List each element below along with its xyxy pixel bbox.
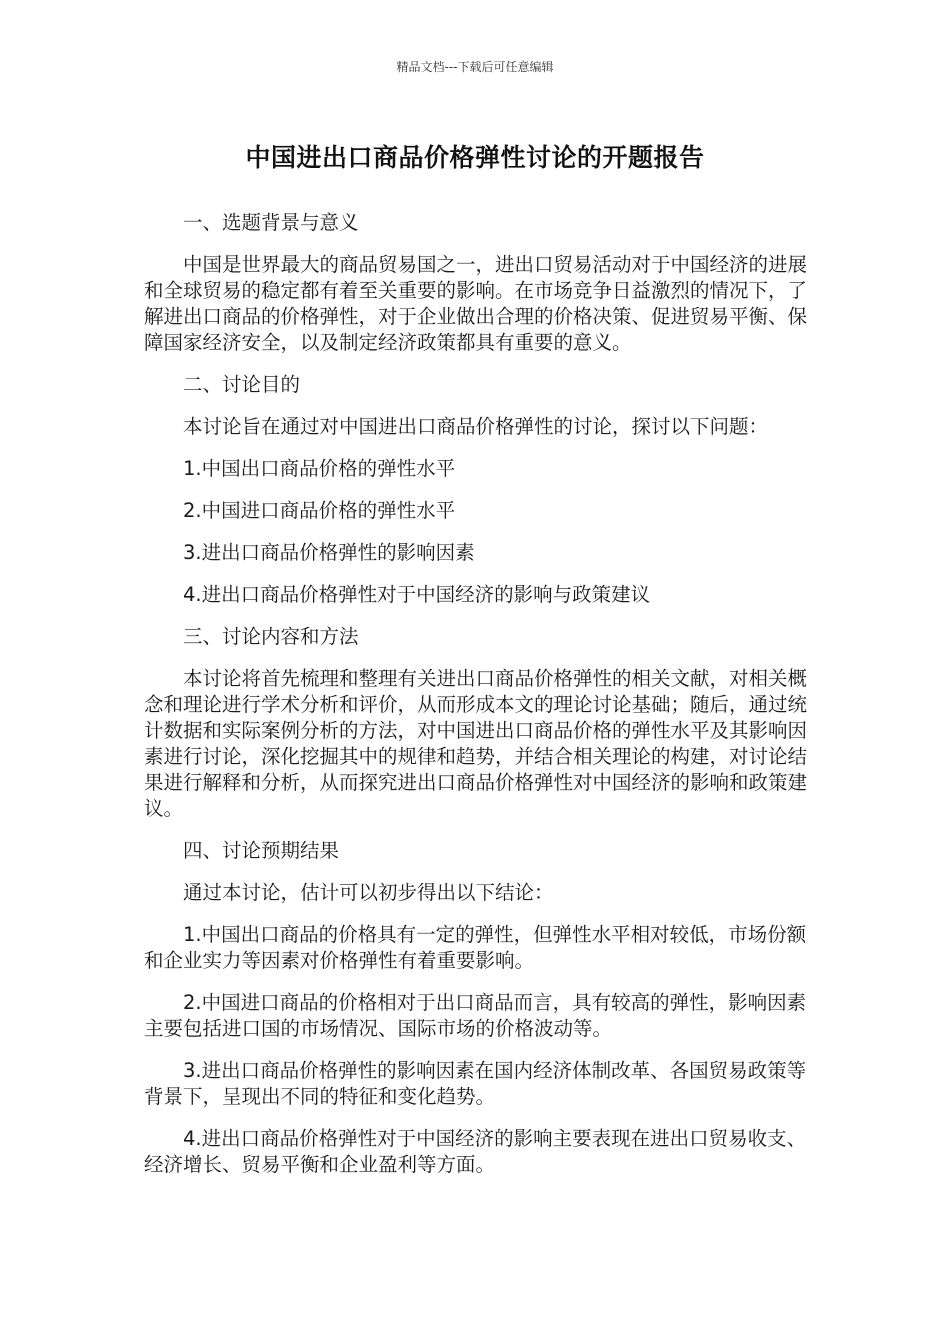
- document-title: 中国进出口商品价格弹性讨论的开题报告: [245, 143, 705, 172]
- paragraph-methods: 本讨论将首先梳理和整理有关进出口商品价格弹性的相关文献，对相关概念和理论进行学术分析和评价，从而形成本文的理论讨论基础；随后，通过统计数据和实际案例分析的方法，对中国进出口商品价格的弹性水平及其影响因素进行讨论，深化挖掘其中的规律和趋势，并结合相关理论的构建，对讨论结果进行解释和分析，从而探究进出口商品价格弹性对中国经济的影响和政策建议。: [144, 667, 808, 820]
- list-item-purpose-2: 2.中国进口商品价格的弹性水平: [183, 499, 456, 522]
- section-heading-methods: 三、讨论内容和方法: [183, 625, 359, 648]
- list-item-purpose-1: 1.中国出口商品价格的弹性水平: [183, 457, 456, 480]
- list-item-purpose-4: 4.进出口商品价格弹性对于中国经济的影响与政策建议: [183, 583, 651, 606]
- section-heading-background: 一、选题背景与意义: [183, 211, 359, 234]
- paragraph-result-3: 3.进出口商品价格弹性的影响因素在国内经济体制改革、各国贸易政策等背景下，呈现出不同的特征和变化趋势。: [144, 1059, 807, 1108]
- document-body: [144, 210, 810, 1194]
- paragraph-result-2: 2.中国进口商品的价格相对于出口商品而言，具有较高的弹性，影响因素主要包括进口国的市场情况、国际市场的价格波动等。: [144, 991, 807, 1040]
- paragraph-background: 中国是世界最大的商品贸易国之一，进出口贸易活动对于中国经济的进展和全球贸易的稳定都有着至关重要的影响。在市场竞争日益激烈的情况下，了解进出口商品的价格弹性，对于企业做出合理的价格决策、促进贸易平衡、保障国家经济安全，以及制定经济政策都具有重要的意义。: [144, 253, 808, 354]
- paragraph-results-intro: 通过本讨论，估计可以初步得出以下结论：: [183, 881, 554, 904]
- section-heading-results: 四、讨论预期结果: [183, 839, 340, 862]
- section-heading-purpose: 二、讨论目的: [183, 373, 301, 396]
- paragraph-result-1: 1.中国出口商品的价格具有一定的弹性，但弹性水平相对较低，市场份额和企业实力等因素对价格弹性有着重要影响。: [144, 923, 807, 972]
- list-item-purpose-3: 3.进出口商品价格弹性的影响因素: [183, 541, 475, 564]
- paragraph-purpose-intro: 本讨论旨在通过对中国进出口商品价格弹性的讨论，探讨以下问题：: [183, 415, 769, 438]
- header-watermark: 精品文档---下载后可任意编辑: [396, 60, 554, 74]
- paragraph-result-4: 4.进出口商品价格弹性对于中国经济的影响主要表现在进出口贸易收支、经济增长、贸易平衡和企业盈利等方面。: [144, 1127, 807, 1176]
